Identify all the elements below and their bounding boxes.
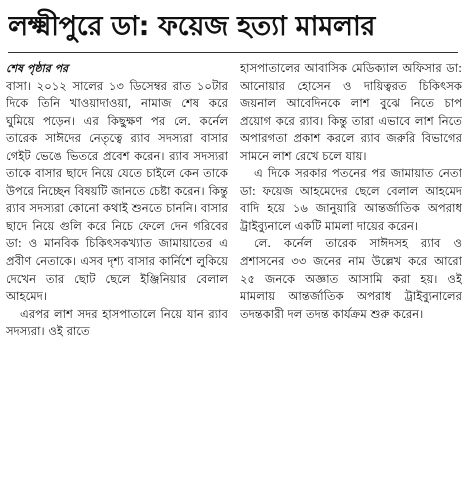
continuation-label: শেষ পৃষ্ঠার পর — [6, 62, 69, 75]
paragraph: এরপর লাশ সদর হাসপাতালে নিয়ে যান র‍্যাব সদস্যরা। ওই রাতে — [6, 306, 228, 339]
article-column-right — [240, 60, 462, 474]
headline: লক্ষ্মীপুরে ডা: ফয়েজ হত্যা মামলার — [8, 11, 376, 42]
paragraph: হাসপাতালের আবাসিক মেডিক্যাল অফিসার ডা: আনোয়ার হোসেন ও দায়িত্বরত চিকিৎসক জয়নাল আবেদিনকে লাশ বুঝে নিতে চাপ প্রয়োগ করে র‍্যাব। কিন্তু তারা এভাবে লাশ নিতে অপারগতা প্রকাশ করলে র‍্যাব জরুরি বিভাগের সামনে লাশ রেখে চলে যায়। — [240, 61, 462, 163]
paragraph: লে. কর্নেল তারেক সাঈদসহ র‍্যাব ও প্রশাসনের ৩৩ জনের নাম উল্লেখ করে আরো ২৫ জনকে অজ্ঞাত আসামি করা হয়। ওই মামলায় আন্তর্জাতিক অপরাধ ট্রাইব্যুনালের তদন্তকারী দল তদন্ত কার্যক্রম শুরু করেন। — [240, 236, 462, 321]
headline-rule — [8, 52, 458, 53]
paragraph: এ দিকে সরকার পতনের পর জামায়াত নেতা ডা: ফয়েজ আহমেদের ছেলে বেলাল আহমেদ বাদি হয়ে ১৬ জানুয়ারি আন্তর্জাতিক অপরাধ ট্রাইব্যুনালে একটি মামলা দায়ের করেন। — [240, 166, 462, 233]
paragraph: বাসা। ২০১২ সালের ১৩ ডিসেম্বর রাত ১০টার দিকে তিনি খাওয়াদাওয়া, নামাজ শেষ করে ঘুমিয়ে পড়েন। এর কিছুক্ষণ পর লে. কর্নেল তারেক সাঈদের নেতৃত্বে র‍্যাব সদস্যরা বাসার গেইট ভেঙে ভিতরে প্রবেশ করেন। র‍্যাব সদস্যরা তাকে বাসার ছাদে নিয়ে যেতে চাইলে কেন তাকে উপরে নিচ্ছেন বিষয়টি জানতে চেষ্টা করেন। কিন্তু র‍্যাব সদস্যরা কোনো কথাই শুনতে চাননি। বাসার ছাদে নিয়ে গুলি করে নিচে ফেলে দেন গরিবের ডা: ও মানবিক চিকিৎসকখ্যাত জামায়াতের এ প্রবীণ নেতাকে। এসব দৃশ্য বাসার কার্নিশে লুকিয়ে দেখেন তার ছোট ছেলে ইঞ্জিনিয়ার বেলাল আহমেদ। — [6, 78, 228, 304]
article-column-left — [6, 60, 228, 474]
